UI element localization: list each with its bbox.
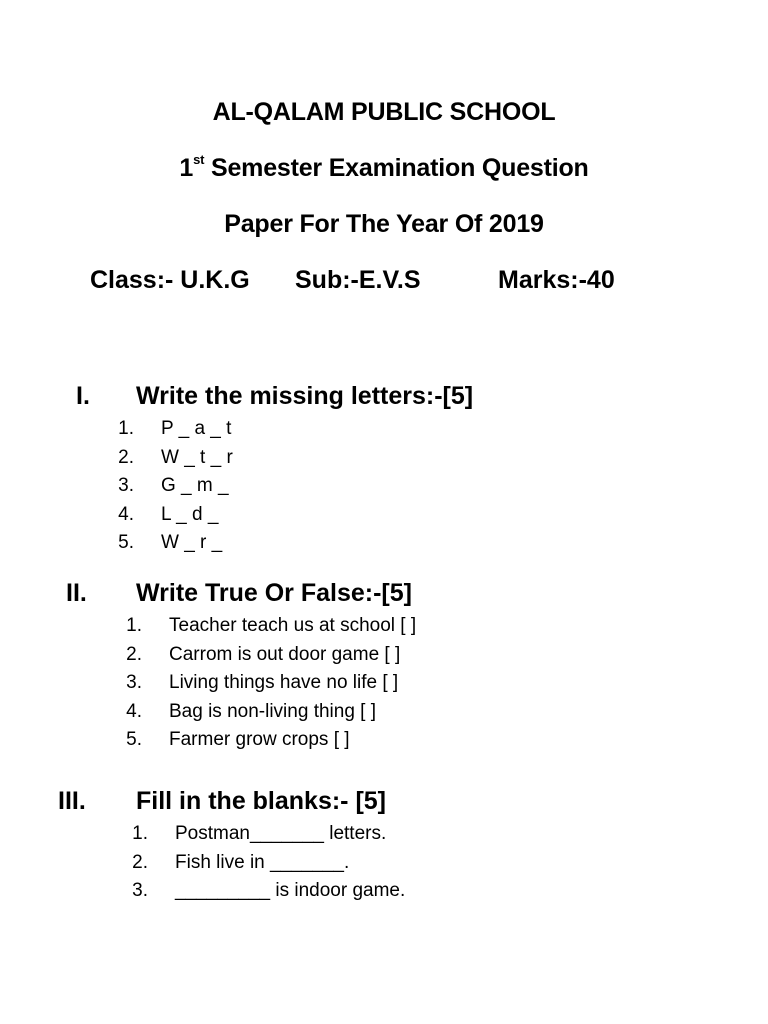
list-item-number: 2. bbox=[118, 446, 134, 468]
list-item-text: _________ is indoor game. bbox=[175, 880, 406, 901]
section-1-title: Write the missing letters:-[5] bbox=[136, 382, 474, 410]
list-item-number: 5. bbox=[126, 729, 142, 750]
list-item bbox=[128, 849, 405, 878]
list-item-number: 4. bbox=[126, 700, 142, 722]
list-item-text: P _ a _ t bbox=[161, 418, 232, 439]
list-item-text: Farmer grow crops [ ] bbox=[169, 729, 350, 750]
list-item bbox=[114, 529, 233, 558]
section-2-list bbox=[122, 612, 416, 755]
section-2-title: Write True Or False:-[5] bbox=[136, 579, 412, 607]
list-item-text: Postman_______ letters. bbox=[175, 823, 387, 844]
school-name: AL-QALAM PUBLIC SCHOOL bbox=[212, 98, 556, 126]
exam-ordinal-number: 1 bbox=[179, 154, 194, 182]
marks-label: Marks:-40 bbox=[498, 266, 615, 294]
list-item-number: 3. bbox=[118, 475, 134, 496]
list-item-text: Fish live in _______. bbox=[175, 851, 350, 873]
list-item-text: W _ r _ bbox=[161, 532, 223, 553]
list-item bbox=[114, 501, 233, 530]
section-3-title: Fill in the blanks:- [5] bbox=[136, 787, 387, 815]
subject-label: Sub:-E.V.S bbox=[295, 266, 421, 294]
list-item-number: 4. bbox=[118, 503, 134, 525]
section-3-numeral: III. bbox=[58, 787, 86, 815]
list-item bbox=[122, 669, 416, 698]
list-item-text: Living things have no life [ ] bbox=[169, 672, 399, 693]
section-1-list bbox=[114, 415, 233, 558]
list-item-text: G _ m _ bbox=[161, 475, 229, 496]
exam-title-text: Semester Examination Question bbox=[204, 154, 589, 182]
list-item-text: Teacher teach us at school [ ] bbox=[169, 615, 417, 636]
list-item-number: 1. bbox=[126, 615, 142, 636]
section-2-numeral: II. bbox=[66, 579, 87, 607]
list-item-number: 1. bbox=[118, 418, 134, 439]
exam-ordinal-suffix: st bbox=[193, 152, 205, 167]
paper-year: Paper For The Year Of 2019 bbox=[224, 210, 544, 238]
list-item bbox=[122, 698, 416, 727]
list-item-number: 5. bbox=[118, 532, 134, 553]
section-1-numeral: I. bbox=[76, 382, 90, 410]
list-item bbox=[122, 641, 416, 670]
list-item-number: 2. bbox=[126, 643, 142, 665]
list-item-number: 1. bbox=[132, 823, 148, 844]
list-item bbox=[122, 726, 416, 755]
list-item bbox=[122, 612, 416, 641]
list-item bbox=[114, 415, 233, 444]
list-item-number: 3. bbox=[126, 672, 142, 693]
section-3-list bbox=[128, 820, 405, 906]
list-item bbox=[128, 820, 405, 849]
list-item-text: L _ d _ bbox=[161, 503, 219, 525]
list-item bbox=[128, 877, 405, 906]
list-item-text: Bag is non-living thing [ ] bbox=[169, 700, 377, 722]
class-label: Class:- U.K.G bbox=[90, 266, 250, 294]
list-item-text: Carrom is out door game [ ] bbox=[169, 643, 401, 665]
list-item-text: W _ t _ r bbox=[161, 446, 233, 468]
list-item bbox=[114, 472, 233, 501]
list-item bbox=[114, 444, 233, 473]
list-item-number: 2. bbox=[132, 851, 148, 873]
exam-title bbox=[0, 154, 768, 183]
list-item-number: 3. bbox=[132, 880, 148, 901]
